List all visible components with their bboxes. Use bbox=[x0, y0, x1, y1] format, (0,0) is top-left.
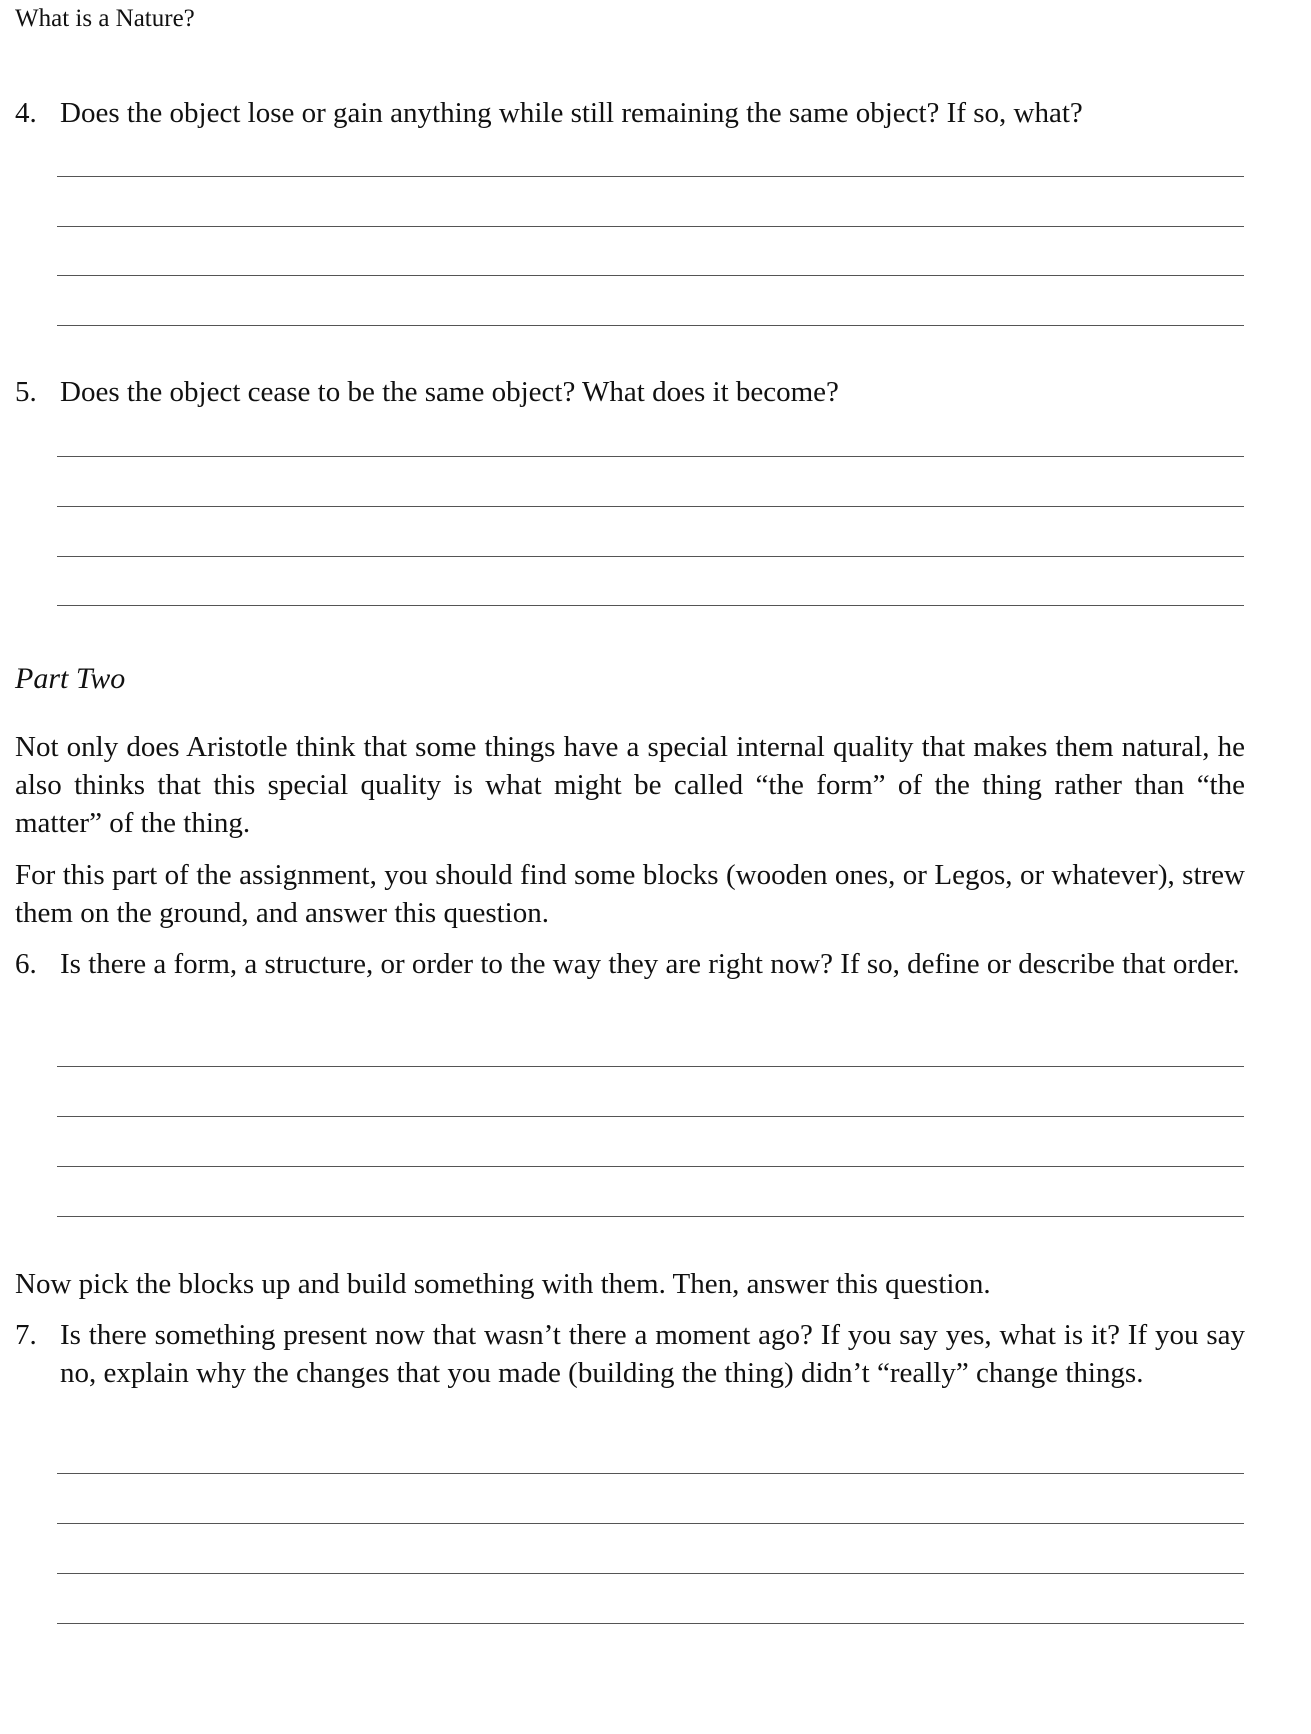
question-7 bbox=[15, 1316, 1245, 1392]
question-5 bbox=[15, 373, 1245, 411]
question-4-text: Does the object lose or gain anything while still remaining the same object? If so, what? bbox=[60, 97, 1083, 129]
answer-line-q7-1[interactable] bbox=[57, 1473, 1244, 1474]
question-4 bbox=[15, 94, 1245, 132]
answer-line-q4-2[interactable] bbox=[57, 226, 1244, 227]
answer-line-q4-4[interactable] bbox=[57, 325, 1244, 326]
answer-line-q5-4[interactable] bbox=[57, 605, 1244, 606]
page-header-title: What is a Nature? bbox=[15, 5, 195, 32]
answer-line-q7-4[interactable] bbox=[57, 1623, 1244, 1624]
question-6 bbox=[15, 945, 1245, 983]
part-two-paragraph-3: Now pick the blocks up and build something with them. Then, answer this question. bbox=[15, 1268, 991, 1300]
question-7-number: 7. bbox=[15, 1319, 37, 1351]
answer-line-q6-2[interactable] bbox=[57, 1116, 1244, 1117]
part-two-paragraph-1: Not only does Aristotle think that some things have a special internal quality that makes them natural, he also thinks that this special quality is what might be called “the form” of the thing rather than “the matter” of the thing. bbox=[15, 731, 1245, 839]
answer-line-q6-4[interactable] bbox=[57, 1216, 1244, 1217]
question-7-text: Is there something present now that wasn’t there a moment ago? If you say yes, what is it? If you say no, explain why the changes that you made (building the thing) didn’t “really” change things. bbox=[60, 1319, 1245, 1389]
answer-line-q4-3[interactable] bbox=[57, 275, 1244, 276]
answer-line-q7-2[interactable] bbox=[57, 1523, 1244, 1524]
question-6-number: 6. bbox=[15, 948, 37, 980]
answer-line-q4-1[interactable] bbox=[57, 176, 1244, 177]
answer-line-q5-1[interactable] bbox=[57, 456, 1244, 457]
answer-line-q5-2[interactable] bbox=[57, 506, 1244, 507]
question-5-text: Does the object cease to be the same object? What does it become? bbox=[60, 376, 839, 408]
question-5-number: 5. bbox=[15, 376, 37, 408]
question-4-number: 4. bbox=[15, 97, 37, 129]
answer-line-q5-3[interactable] bbox=[57, 556, 1244, 557]
answer-line-q7-3[interactable] bbox=[57, 1573, 1244, 1574]
section-title-part-two: Part Two bbox=[15, 662, 126, 695]
answer-line-q6-1[interactable] bbox=[57, 1066, 1244, 1067]
question-6-text: Is there a form, a structure, or order to the way they are right now? If so, define or describe that order. bbox=[60, 948, 1240, 980]
answer-line-q6-3[interactable] bbox=[57, 1166, 1244, 1167]
part-two-paragraph-2: For this part of the assignment, you should find some blocks (wooden ones, or Legos, or whatever), strew them on the ground, and answer this question. bbox=[15, 859, 1245, 929]
